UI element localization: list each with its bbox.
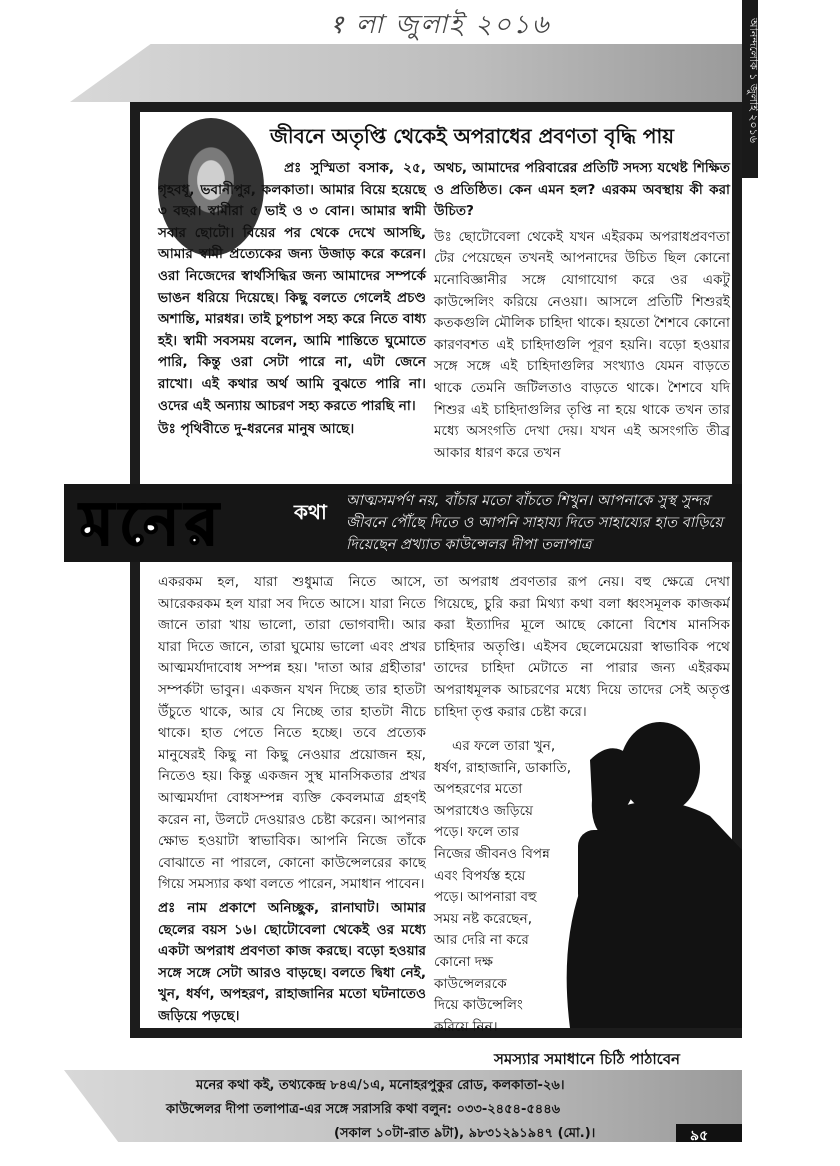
banner-text: আত্মসমর্পণ নয়, বাঁচার মতো বাঁচতে শিখুন। আপনাকে সুস্থ সুন্দর জীবনে পৌঁছে দিতে ও আপনি সাহায্য দিতে সাহায্যের হাত বাড়িয়ে দিয়েছেন প্রখ্যাত কাউন্সেলর দীপা তলাপাত্র — [346, 493, 723, 553]
answer-2-line: এর ফলে তারা খুন, — [452, 738, 556, 754]
answer-2-line: করিয়ে নিন। — [434, 1018, 498, 1035]
top-band — [70, 44, 742, 102]
footer-hours: (সকাল ১০টা-রাত ৯টা), ৯৮৩১২৯১৯৪৭ (মো.)। — [334, 1126, 596, 1141]
answer-1-cont: একরকম হল, যারা শুধুমাত্র নিতে আসে, আরেকরকম হল যারা সব দিতে আসে। যারা নিতে জানে তারা খায় ভালো, তারা ভোগবাদী। আর যারা দিতে জানে, তারা ঘুমোয় ভালো এবং প্রখর আত্মমর্যাদাবোধ সম্পন্ন হয়। 'দাতা আর গ্রহীতার' সম্পর্কটা ভাবুন। একজন যখন দিচ্ছে তার হাতটা উঁচুতে থাকে, আর যে নিচ্ছে তার হাতটা নীচে থাকে। হাত পেতে নিতে হচ্ছে। তবে প্রত্যেক মানুষেরই কিছু না কিছু নেওয়ার প্রয়োজন হয়, নিতেও হয়। কিন্তু একজন সুস্থ মানসিকতার প্রখর আত্মমর্যাদা বোধসম্পন্ন ব্যক্তি কেবলমাত্র গ্রহণই করেন না, উলটে দেওয়ারও চেষ্টা করেন। আপনার ক্ষোভ হওয়াটা স্বাভাবিক। আপনি নিজে তাঁকে বোঝাতে না পারলে, কোনো কাউন্সেলরের কাছে গিয়ে সমস্যার কথা বলতে পারেন, সমাধান পাবেন। — [158, 574, 426, 893]
page-number: ৯৫ — [690, 1128, 709, 1144]
thinking-man-silhouette-icon — [550, 720, 742, 1028]
footer-cta: সমস্যার সমাধানে চিঠি পাঠাবেন — [494, 1050, 681, 1068]
answer-2-line: এবং বিপর্যস্ত হয়ে — [434, 867, 526, 884]
banner-logo-main: মনের — [80, 489, 225, 559]
answer-2-line: পড়ে। ফলে তার — [434, 824, 520, 841]
answer-2-line: সময় নষ্ট করেছেন, — [434, 910, 533, 927]
answer-2-line: অপহরণের মতো — [434, 781, 523, 798]
footer-address: মনের কথা কই, তথ্যকেন্দ্র ৮৪এ/১এ, মনোহরপুকুর রোড, কলকাতা-২৬। — [196, 1078, 565, 1093]
answer-2-top-block — [434, 158, 730, 476]
banner-logo-small: কথা — [294, 500, 327, 524]
answer-2-top: উঃ ছোটোবেলা থেকেই যখন এইরকম অপরাধপ্রবণতা টের পেয়েছেন তখনই আপনাদের উচিত ছিল কোনো মনোবিজ্ঞানীর সঙ্গে যোগাযোগ করে ওর একটু কাউন্সেলিং করিয়ে নেওয়া। আসলে প্রতিটি শিশুরই কতকগুলি মৌলিক চাহিদা থাকে। হয়তো শৈশবে কোনো কারণবশত এই চাহিদাগুলি পূরণ হয়নি। বড়ো হওয়ার সঙ্গে সঙ্গে এই চাহিদাগুলির সংখ্যাও যেমন বাড়তে থাকে তেমনি জটিলতাও বাড়তে থাকে। শৈশবে যদি শিশুর এই চাহিদাগুলির তৃপ্তি না হয়ে থাকে তখন তার মধ্যে অসংগতি দেখা দেয়। যখন এই অসংগতি তীব্র আকার ধারণ করে তখন — [434, 228, 730, 461]
answer-2-line: অপরাধেও জড়িয়ে — [434, 802, 534, 819]
answer-1-start: উঃ পৃথিবীতে দু-ধরনের মানুষ আছে। — [158, 421, 355, 438]
question-1-block — [158, 158, 426, 476]
answer-2-line: কোনো দক্ষ — [434, 953, 493, 970]
answer-2-line: কাউন্সেলরকে — [434, 975, 507, 992]
answer-2-line: নিজের জীবনও বিপন্ন — [434, 845, 550, 862]
question-1-right-cont: অথচ, আমাদের পরিবারের প্রতিটি সদস্য যথেষ্ট শিক্ষিত ও প্রতিষ্ঠিত। কেন এমন হল? এরকম অবস্থায় কী করা উচিত? — [434, 160, 730, 220]
article-title: জীবনে অতৃপ্তি থেকেই অপরাধের প্রবণতা বৃদ্ধি পায় — [270, 124, 675, 148]
handwritten-date: १ লা জুলাই ২০১৬ — [330, 10, 551, 40]
answer-2-cont: তা অপরাধ প্রবণতার রূপ নেয়। বহু ক্ষেত্রে দেখা গিয়েছে, চুরি করা মিথ্যা কথা বলা ধ্বংসমূলক কাজকর্ম করা ইত্যাদির মূলে আছে কোনো বিশেষ মানসিক চাহিদার অতৃপ্তি। এইসব ছেলেমেয়েরা স্বাভাবিক পথে তাদের চাহিদা মেটাতে না পারার জন্য এইরকম অপরাধমূলক আচরণের মধ্যে দিয়ে তাদের সেই অতৃপ্ত চাহিদা তৃপ্ত করার চেষ্টা করে। — [434, 574, 730, 720]
footer-phone: কাউন্সেলর দীপা তলাপাত্র-এর সঙ্গে সরাসরি কথা বলুন: ০৩৩-২৪৫৪-৫৪৪৬ — [166, 1102, 561, 1117]
page-number-box — [676, 1124, 742, 1142]
sidebar-vertical-text: আনন্দলোক ১ জুলাই ২০১৬ — [747, 18, 760, 143]
question-1: প্রঃ সুস্মিতা বসাক, ২৫, গৃহবধূ, ভবানীপুর, কলকাতা। আমার বিয়ে হয়েছে ৩ বছর। স্বামীরা ৫ ভাই ও ৩ বোন। আমার স্বামী সবার ছোটো। বিয়ের পর থেকে দেখে আসছি, আমার স্বামী প্রত্যেকের জন্য উজাড় করে করেন। ওরা নিজেদের স্বার্থসিদ্ধির জন্য আমাদের সম্পর্কে ভাঙন ধরিয়ে দিয়েছে। কিছু বলতে গেলেই প্রচণ্ড অশান্তি, মারধর। তাই চুপচাপ সহ্য করে নিতে বাধ্য হই। স্বামী সবসময় বলেন, আমি শান্তিতে ঘুমোতে পারি, কিন্তু ওরা সেটা পারে না, এটা জেনে রাখো। এই কথার অর্থ আমি বুঝতে পারি না। ওদের এই অন্যায় আচরণ সহ্য করতে পারছি না। — [158, 160, 426, 414]
answer-2-line: দিয়ে কাউন্সেলিং — [434, 997, 523, 1014]
answer-2-line: আর দেরি না করে — [434, 932, 529, 949]
answer-2-line: পড়ে। আপনারা বহু — [434, 889, 537, 906]
answer-1-cont-block — [158, 572, 426, 1024]
answer-2-line: ধর্ষণ, রাহাজানি, ডাকাতি, — [434, 759, 572, 776]
question-2: প্রঃ নাম প্রকাশে অনিচ্ছুক, রানাঘাট। আমার ছেলের বয়স ১৬। ছোটোবেলা থেকেই ওর মধ্যে একটা অপরাধ প্রবণতা কাজ করছে। বড়ো হওয়ার সঙ্গে সঙ্গে সেটা আরও বাড়ছে। বলতে দ্বিধা নেই, খুন, ধর্ষণ, অপহরণ, রাহাজানির মতো ঘটনাতেও জড়িয়ে পড়ছে। — [158, 899, 426, 1024]
answer-2-cont-block — [434, 572, 730, 732]
